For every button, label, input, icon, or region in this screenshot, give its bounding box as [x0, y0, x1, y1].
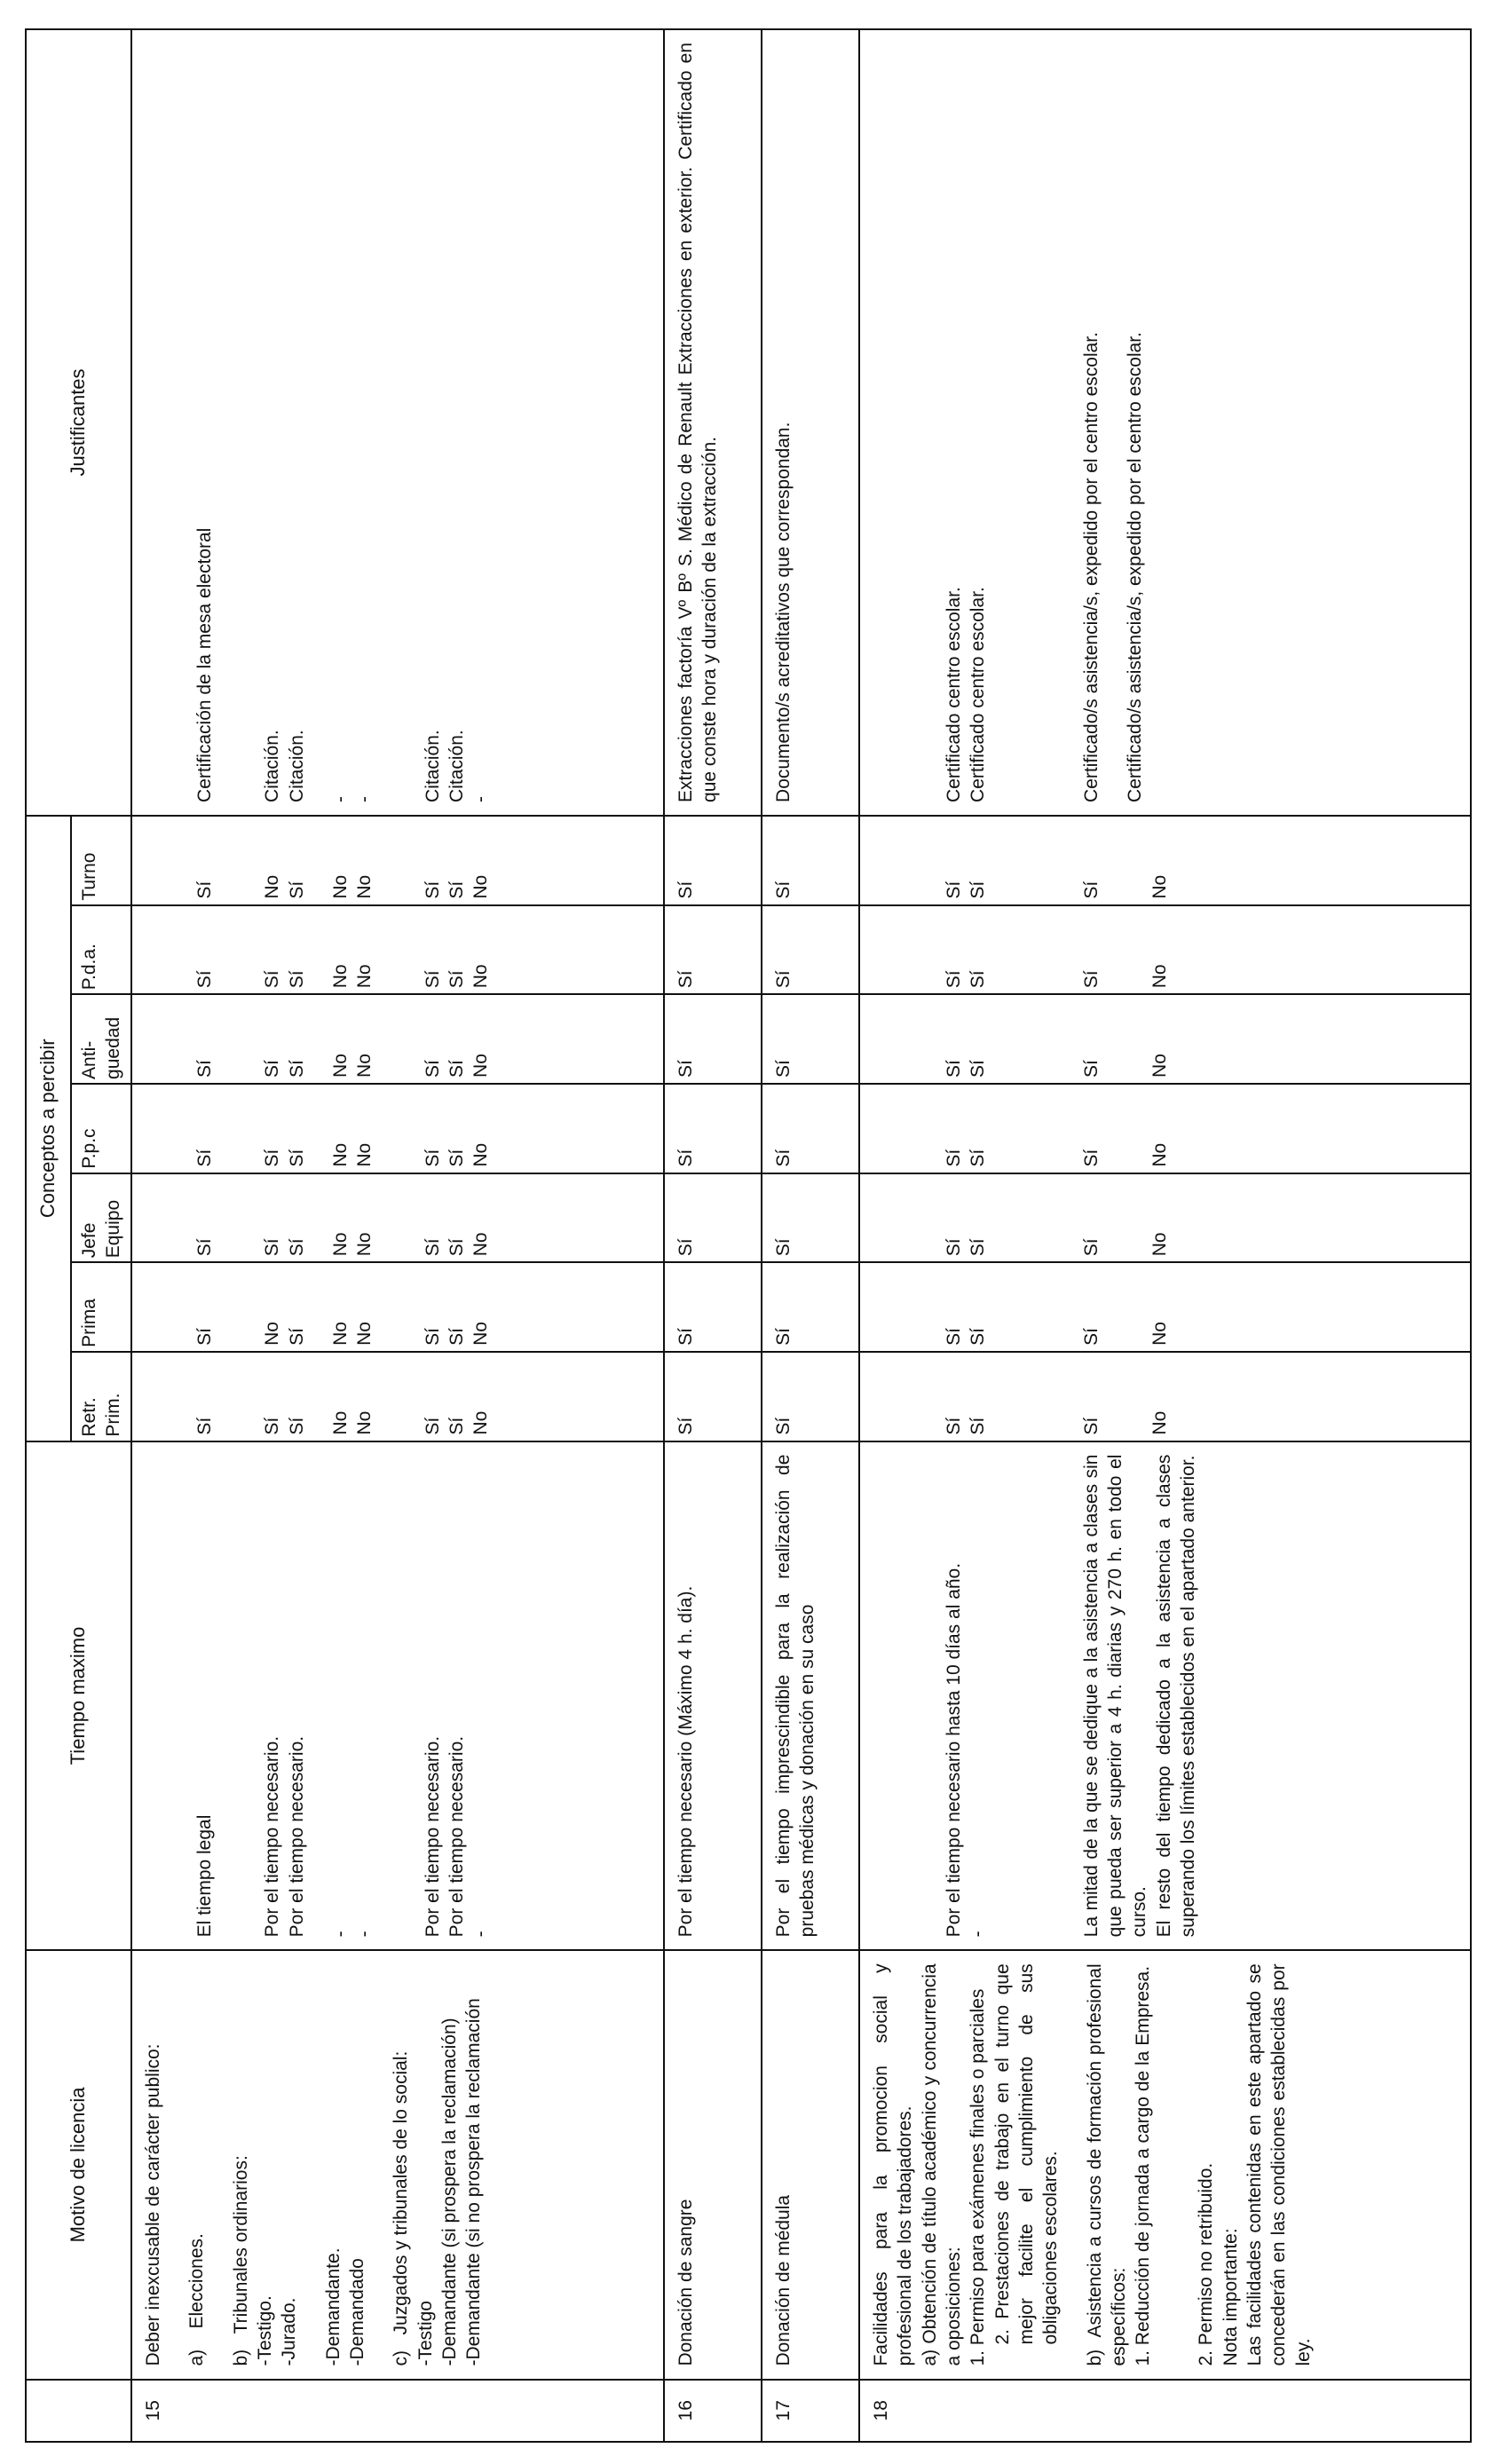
motivo-b: b) Asistencia a cursos de formación profesional específicos:	[1084, 1963, 1129, 2366]
motivo-a: a) Obtención de título académico y concurrencia a oposiciones:	[919, 1963, 965, 2366]
header-ppc: P.p.c	[71, 1084, 132, 1173]
concept-cell: Sí	[762, 905, 859, 995]
tiempo-b: Por el tiempo necesario.	[286, 1735, 307, 1938]
value: Sí	[944, 1328, 965, 1346]
motivo-cell	[131, 1950, 664, 2379]
value: No	[262, 1322, 283, 1346]
value: Sí	[262, 1060, 283, 1078]
value: No	[470, 1232, 492, 1257]
header-turno: Turno	[71, 816, 132, 905]
concept-cell: Sí	[664, 816, 762, 905]
concept-cell: Sí	[762, 816, 859, 905]
value: No	[262, 874, 283, 899]
value: No	[1149, 1322, 1171, 1346]
value: No	[330, 1322, 352, 1346]
value: Sí	[422, 1060, 443, 1078]
just-b: Citación.	[262, 730, 283, 802]
value: Sí	[194, 1328, 216, 1346]
value: Sí	[1080, 1328, 1102, 1346]
just-b2: Certificado/s asistencia/s, expedido por el centro escolar.	[1125, 332, 1146, 802]
nota-title: Nota importante:	[1220, 2228, 1241, 2366]
concept-cell	[859, 1173, 1471, 1263]
value: Sí	[1080, 1417, 1102, 1435]
header-retr-prim: Retr. Prim.	[71, 1352, 132, 1441]
value: Sí	[446, 1328, 467, 1346]
value: Sí	[194, 1060, 216, 1078]
value: Sí	[262, 1238, 283, 1257]
tiempo-a: Por el tiempo necesario hasta 10 días al año.	[944, 1562, 965, 1938]
motivo-c-item: -Testigo	[415, 2301, 436, 2366]
value: Sí	[286, 1417, 307, 1435]
value: Sí	[1080, 881, 1102, 899]
value: Sí	[286, 1238, 307, 1257]
value: Sí	[194, 1149, 216, 1167]
concept-cell: Sí	[762, 1084, 859, 1173]
table-row	[859, 29, 1471, 2442]
value: Sí	[446, 1149, 467, 1167]
tiempo-c: Por el tiempo necesario.	[422, 1735, 443, 1938]
concept-cell: Sí	[664, 1084, 762, 1173]
concept-cell: Sí	[664, 994, 762, 1084]
header-pda: P.d.a.	[71, 905, 132, 995]
just-b1: Certificado/s asistencia/s, expedido por el centro escolar.	[1080, 332, 1102, 802]
value: Sí	[944, 1060, 965, 1078]
motivo-c: c) Juzgados y tribunales de lo social:	[391, 2050, 412, 2366]
value: No	[330, 964, 352, 989]
motivo-title: Facilidades para la promocion social y profesional de los trabajadores.	[871, 1963, 916, 2366]
concept-cell	[131, 1352, 664, 1441]
justificantes-cell: Documento/s acreditativos que correspondan.	[762, 29, 859, 816]
value: Sí	[446, 970, 467, 989]
value: Sí	[1080, 1238, 1102, 1257]
tiempo-cell: Por el tiempo necesario (Máximo 4 h. día).	[664, 1441, 762, 1951]
concept-cell: Sí	[762, 1352, 859, 1441]
header-conceptos: Conceptos a percibir	[26, 816, 71, 1441]
justificantes-cell	[859, 29, 1471, 816]
concept-cell	[131, 1262, 664, 1352]
value: Sí	[968, 1060, 989, 1078]
value: No	[330, 1142, 352, 1167]
header-justificantes: Justificantes	[26, 29, 131, 816]
just-c: Citación.	[446, 730, 467, 802]
value: Sí	[422, 1149, 443, 1167]
value: Sí	[286, 970, 307, 989]
header-tiempo: Tiempo maximo	[26, 1441, 131, 1951]
value: No	[330, 874, 352, 899]
justificantes-cell: Extracciones factoría Vº Bº S. Médico de Renault Extracciones en exterior. Certificado en que conste hora y duración de la extracción.	[664, 29, 762, 816]
value: No	[470, 1410, 492, 1435]
concept-cell: Sí	[762, 994, 859, 1084]
row-number: 15	[131, 2380, 664, 2442]
tiempo-b2: -	[354, 1931, 375, 1938]
value: Sí	[968, 1328, 989, 1346]
value: No	[1149, 1054, 1171, 1078]
value: No	[470, 1054, 492, 1078]
motivo-c-item: -Demandante (si no prospera la reclamación	[463, 1998, 485, 2366]
value: Sí	[446, 1417, 467, 1435]
value: Sí	[1080, 970, 1102, 989]
table-row	[664, 29, 762, 2442]
value: Sí	[944, 1417, 965, 1435]
value: No	[354, 874, 375, 899]
value: Sí	[262, 1417, 283, 1435]
value: Sí	[446, 1060, 467, 1078]
value: Sí	[286, 1149, 307, 1167]
concept-cell	[131, 994, 664, 1084]
tiempo-b2: El resto del tiempo dedicado a la asistencia a clases superando los límites establecidos en el apartado anterior.	[1153, 1454, 1198, 1938]
concept-cell: Sí	[762, 1262, 859, 1352]
value: Sí	[944, 1149, 965, 1167]
just-c: Citación.	[422, 730, 443, 802]
just-b2: -	[354, 795, 375, 802]
value: No	[470, 1142, 492, 1167]
value: Sí	[422, 1328, 443, 1346]
licencias-table-sheet	[25, 28, 1472, 2443]
just-a: Certificado centro escolar.	[968, 587, 989, 802]
value: Sí	[194, 1417, 216, 1435]
concept-cell: Sí	[664, 1262, 762, 1352]
value: Sí	[968, 881, 989, 899]
table-row	[762, 29, 859, 2442]
value: Sí	[968, 1238, 989, 1257]
value: No	[470, 964, 492, 989]
just-c: -	[470, 795, 492, 802]
motivo-b2: 2. Permiso no retribuido.	[1196, 2162, 1217, 2366]
concept-cell	[131, 816, 664, 905]
value: Sí	[422, 1417, 443, 1435]
concept-cell: Sí	[664, 905, 762, 995]
concept-cell: Sí	[664, 1352, 762, 1441]
motivo-b2-item: -Demandante.	[322, 2247, 344, 2366]
table-row	[131, 29, 664, 2442]
concept-cell	[859, 1352, 1471, 1441]
just-a: Certificación de la mesa electoral	[194, 527, 216, 802]
value: No	[330, 1054, 352, 1078]
motivo-b2-item: -Demandado	[346, 2258, 367, 2366]
value: No	[354, 1054, 375, 1078]
concept-cell	[859, 1262, 1471, 1352]
motivo-a-item: 1. Permiso para exámenes finales o parciales	[968, 1988, 989, 2366]
header-jefe-equipo: Jefe Equipo	[71, 1173, 132, 1263]
motivo-c-item: -Demandante (si prospera la reclamación)	[438, 2018, 460, 2366]
value: Sí	[944, 881, 965, 899]
row-number: 17	[762, 2380, 859, 2442]
header-motivo: Motivo de licencia	[26, 1950, 131, 2379]
value: Sí	[422, 970, 443, 989]
concept-cell	[131, 1084, 664, 1173]
motivo-a-item: 2. Prestaciones de trabajo en el turno que mejor facilite el cumplimiento de sus obligaciones escolares.	[991, 1963, 1062, 2345]
concept-cell	[859, 994, 1471, 1084]
value: No	[470, 1322, 492, 1346]
value: Sí	[194, 970, 216, 989]
value: No	[354, 1410, 375, 1435]
value: No	[354, 1232, 375, 1257]
tiempo-a: -	[968, 1931, 989, 1938]
value: Sí	[446, 1238, 467, 1257]
motivo-a: a) Elecciones.	[186, 2233, 208, 2366]
value: Sí	[262, 970, 283, 989]
value: Sí	[286, 881, 307, 899]
value: No	[1149, 1410, 1171, 1435]
motivo-b-item: -Testigo.	[255, 2295, 276, 2366]
motivo-b1: 1. Reducción de jornada a cargo de la Empresa.	[1133, 1965, 1154, 2366]
value: Sí	[944, 1238, 965, 1257]
tiempo-c: Por el tiempo necesario.	[446, 1735, 467, 1938]
concept-cell: Sí	[762, 1173, 859, 1263]
value: No	[330, 1232, 352, 1257]
value: Sí	[422, 1238, 443, 1257]
motivo-cell: Donación de médula	[762, 1950, 859, 2379]
header-num	[26, 2380, 131, 2442]
tiempo-b2: -	[330, 1931, 352, 1938]
value: Sí	[968, 1149, 989, 1167]
tiempo-b: Por el tiempo necesario.	[262, 1735, 283, 1938]
just-b2: -	[330, 795, 352, 802]
tiempo-cell	[131, 1441, 664, 1951]
value: Sí	[968, 970, 989, 989]
value: No	[330, 1410, 352, 1435]
just-b: Citación.	[286, 730, 307, 802]
value: No	[354, 1322, 375, 1346]
concept-cell	[131, 905, 664, 995]
value: No	[1149, 1232, 1171, 1257]
motivo-b-item: -Jurado.	[279, 2297, 300, 2366]
value: Sí	[446, 881, 467, 899]
value: Sí	[422, 881, 443, 899]
value: Sí	[1080, 1060, 1102, 1078]
concept-cell	[859, 905, 1471, 995]
value: No	[1149, 1142, 1171, 1167]
concept-cell	[131, 1173, 664, 1263]
tiempo-c: -	[470, 1931, 492, 1938]
justificantes-cell	[131, 29, 664, 816]
licencias-table	[25, 28, 1472, 2443]
row-number: 16	[664, 2380, 762, 2442]
value: No	[1149, 964, 1171, 989]
tiempo-cell	[859, 1441, 1471, 1951]
value: Sí	[1080, 1149, 1102, 1167]
value: No	[1149, 874, 1171, 899]
value: No	[354, 1142, 375, 1167]
motivo-cell	[859, 1950, 1471, 2379]
value: Sí	[262, 1149, 283, 1167]
concept-cell	[859, 816, 1471, 905]
just-a: Certificado centro escolar.	[944, 587, 965, 802]
motivo-b: b) Tribunales ordinarios:	[230, 2155, 251, 2366]
concept-cell: Sí	[664, 1173, 762, 1263]
concept-cell	[859, 1084, 1471, 1173]
value: Sí	[286, 1060, 307, 1078]
tiempo-a: El tiempo legal	[194, 1814, 216, 1938]
value: No	[470, 874, 492, 899]
value: Sí	[944, 970, 965, 989]
tiempo-cell: Por el tiempo imprescindible para la realización de pruebas médicas y donación en su caso	[762, 1441, 859, 1951]
header-prima: Prima	[71, 1262, 132, 1352]
row-number: 18	[859, 2380, 1471, 2442]
value: Sí	[194, 1238, 216, 1257]
value: Sí	[968, 1417, 989, 1435]
header-antiguedad: Anti- guedad	[71, 994, 132, 1084]
tiempo-b1: La mitad de la que se dedique a la asistencia a clases sin que pueda ser superior a 4 h. diarias y 270 h. en todo el curso.	[1080, 1454, 1150, 1938]
motivo-cell: Donación de sangre	[664, 1950, 762, 2379]
value: Sí	[194, 881, 216, 899]
motivo-title: Deber inexcusable de carácter publico:	[143, 2043, 164, 2366]
value: Sí	[286, 1328, 307, 1346]
value: No	[354, 964, 375, 989]
nota-text: Las facilidades contenidas en este apartado se concederán en las condiciones establecidas por ley.	[1244, 1963, 1314, 2366]
